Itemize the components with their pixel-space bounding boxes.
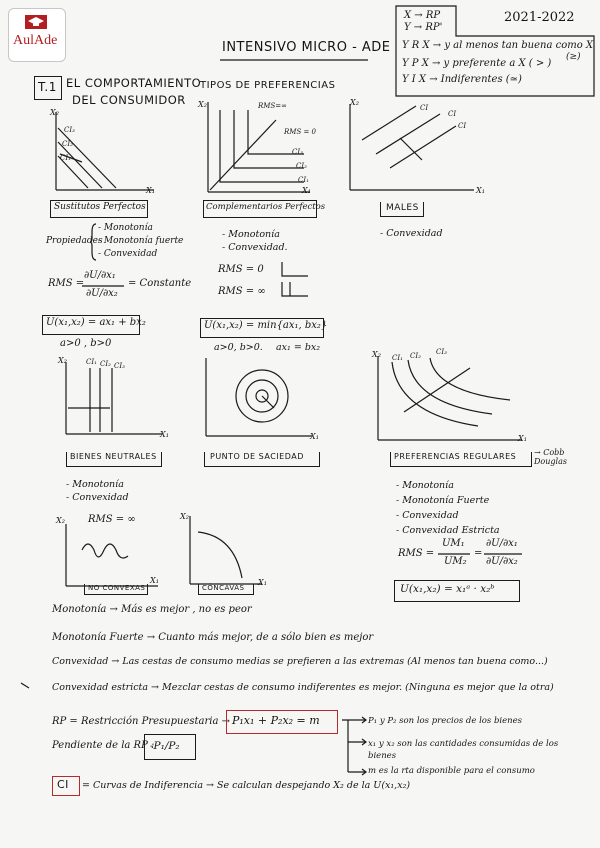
neutral-goods-graph [56, 358, 166, 438]
regular-ci1: CI₁ [392, 354, 403, 362]
topic-title-line1: EL COMPORTAMIENTO [66, 76, 202, 90]
males-prop: - Convexidad [380, 228, 443, 239]
regular-rms-eq: = [474, 548, 483, 559]
regular-rms-den2: ∂U/∂x₂ [486, 556, 518, 567]
regular-ci2: CI₂ [410, 352, 421, 360]
regular-prefs-graph [374, 352, 524, 444]
legend-line3b: (≥) [566, 52, 581, 62]
rp-slope-label: Pendiente de la RP : [52, 740, 155, 751]
legend-line3: Y R X → y al menos tan buena como X [402, 40, 594, 51]
page-title: INTENSIVO MICRO - ADE [222, 40, 391, 55]
note-monotonia: Monotonía → Más es mejor , no es peor [52, 604, 252, 615]
subs-axis-x2: X₂ [50, 108, 59, 117]
ci-abbr: CI [57, 778, 69, 791]
regular-rms-num2: ∂U/∂x₁ [486, 538, 518, 549]
satiation-axis-x1: X₁ [310, 432, 319, 441]
note-convexidad: Convexidad → Las cestas de consumo medias se prefieren a las extremas (Al menos tan buena como...) [52, 656, 548, 667]
regular-utility: U(x₁,x₂) = x₁ᵃ · x₂ᵇ [400, 583, 495, 595]
regular-rms-num: UM₁ [442, 538, 465, 549]
tick-mark-icon [20, 682, 30, 690]
subs-prop-1: - Monotonía [98, 223, 153, 233]
regular-prop-2: - Monotonía Fuerte [396, 495, 490, 506]
males-label: MALES [386, 203, 419, 213]
males-axis-x1: X₁ [476, 186, 485, 195]
subs-ci2: CI₂ [62, 140, 73, 148]
note-convexidad-estricta: Convexidad estricta → Mezclar cestas de consumo indiferentes es mejor. (Ninguna es mejor que la otra) [52, 682, 554, 693]
legend-line1: X → RP [404, 10, 441, 21]
comp-ci3: CI₃ [292, 148, 303, 156]
comp-cond2: ax₁ = bx₂ [276, 342, 321, 353]
subs-cond: a>0 , b>0 [60, 338, 112, 349]
concave-graph [184, 514, 264, 586]
comp-rmsinf-symbol [276, 282, 310, 298]
logo-text: AulAde [13, 33, 58, 48]
legend-line4: Y P X → y preferente a X ( > ) [402, 58, 552, 69]
regular-rms-den: UM₂ [444, 556, 467, 567]
comp-rms2: RMS = ∞ [218, 286, 266, 297]
topic-title-line2: DEL CONSUMIDOR [72, 93, 186, 107]
rp-slope: -P₁/P₂ [150, 740, 180, 752]
males-ci1: CI [420, 104, 429, 112]
graduation-cap-icon [25, 15, 47, 29]
neutral-ci3: CI₃ [114, 362, 125, 370]
neutral-rms: RMS = ∞ [88, 514, 136, 525]
subs-props [98, 222, 183, 261]
subs-prop-3: - Convexidad [98, 249, 158, 259]
regular-note: → Cobb Douglas [534, 448, 567, 466]
legend-line2: Y → RP' [404, 22, 443, 33]
subs-rms-den: ∂U/∂x₂ [86, 288, 118, 299]
rp-bullet-income: m es la rta disponible para el consumo [368, 766, 535, 776]
subs-ci3: CI₃ [64, 126, 75, 134]
comp-rms-inf: RMS=∞ [258, 102, 287, 110]
subs-rms-num: ∂U/∂x₁ [84, 270, 116, 281]
regular-prop-4: - Convexidad Estricta [396, 525, 500, 536]
complements-label: Complementarios Perfectos [206, 202, 326, 212]
ci-definition: = Curvas de Indiferencia → Se calculan despejando X₂ de la U(x₁,x₂) [82, 780, 411, 791]
comp-rms1: RMS = 0 [218, 264, 264, 275]
neutral-props [66, 478, 129, 504]
regular-axis-x2: X₂ [372, 350, 381, 359]
rp-bullet-quantities: x₁ y x₂ son las cantidades consumidas de los bienes [368, 739, 559, 761]
neutral-label: BIENES NEUTRALES [70, 452, 157, 461]
comp-ci2: CI₂ [296, 162, 307, 170]
comp-rms-0: RMS = 0 [284, 128, 317, 136]
comp-prop-2: - Convexidad. [222, 242, 288, 253]
comp-ci1: CI₁ [298, 176, 309, 184]
rp-equation: P₁x₁ + P₂x₂ = m [232, 714, 320, 727]
males-ci2: CI [448, 110, 457, 118]
regular-prop-3: - Convexidad [396, 510, 459, 521]
males-ci3: CI [458, 122, 467, 130]
neutral-prop-2: - Convexidad [66, 492, 129, 503]
neutral-axis-x2: X₂ [58, 356, 67, 365]
regular-axis-x1: X₁ [518, 434, 527, 443]
non-convex-graph [58, 520, 160, 590]
comp-cond: a>0, b>0. [214, 342, 263, 353]
aulade-logo [8, 8, 66, 62]
satiation-label: PUNTO DE SACIEDAD [210, 452, 304, 461]
subs-utility: U(x₁,x₂) = ax₁ + bx₂ [46, 317, 146, 328]
comp-axis-x2: X₂ [198, 100, 207, 109]
year: 2021-2022 [504, 10, 575, 25]
substitutes-label: Sustitutos Perfectos [54, 202, 146, 212]
neutral-ci1: CI₁ [86, 358, 97, 366]
title-underline [220, 58, 370, 62]
subs-ci1: CI₁ [60, 154, 71, 162]
note-monotonia-fuerte: Monotonía Fuerte → Cuanto más mejor, de a sólo bien es mejor [52, 632, 374, 643]
subs-brace [90, 222, 98, 262]
legend-line5: Y I X → Indiferentes (≃) [402, 74, 522, 85]
rp-definition: RP = Restricción Presupuestaria → [52, 716, 230, 727]
nonconvex-label: NO CONVEXAS [88, 584, 146, 592]
regular-props [396, 478, 500, 538]
nonconvex-axis-x2: X₂ [56, 516, 65, 525]
males-graph [346, 100, 476, 196]
subs-rms-rhs: = Constante [128, 278, 192, 289]
concave-label: CÓNCAVAS [202, 584, 245, 592]
neutral-ci2: CI₂ [100, 360, 111, 368]
substitutes-graph [46, 112, 156, 194]
comp-props [222, 228, 288, 254]
nonconvex-axis-x1: X₁ [150, 576, 159, 585]
comp-rms0-symbol [276, 262, 310, 278]
regular-rms-lhs: RMS = [398, 548, 435, 559]
topic-number: T.1 [38, 80, 57, 94]
subs-prop-2: - Monotonía fuerte [98, 236, 184, 246]
regular-prop-1: - Monotonía [396, 480, 454, 491]
comp-prop-1: - Monotonía [222, 229, 280, 240]
subs-prop-label: Propiedades [46, 236, 103, 246]
preferences-subtitle: TIPOS DE PREFERENCIAS [200, 80, 336, 91]
males-axis-x2: X₂ [350, 98, 359, 107]
concave-axis-x2: X₂ [180, 512, 189, 521]
satiation-graph [200, 356, 316, 440]
regular-label: PREFERENCIAS REGULARES [394, 452, 517, 461]
comp-utility: U(x₁,x₂) = min{ax₁, bx₂} [204, 320, 328, 331]
subs-rms-lhs: RMS = [48, 278, 85, 289]
comp-axis-x1: X₁ [302, 186, 311, 195]
concave-axis-x1: X₁ [258, 578, 267, 587]
rp-bullet-prices: P₁ y P₂ son los precios de los bienes [368, 716, 523, 726]
neutral-axis-x1: X₁ [160, 430, 169, 439]
subs-axis-x1: X₁ [146, 186, 155, 195]
neutral-prop-1: - Monotonía [66, 479, 124, 490]
regular-ci3: CI₃ [436, 348, 447, 356]
